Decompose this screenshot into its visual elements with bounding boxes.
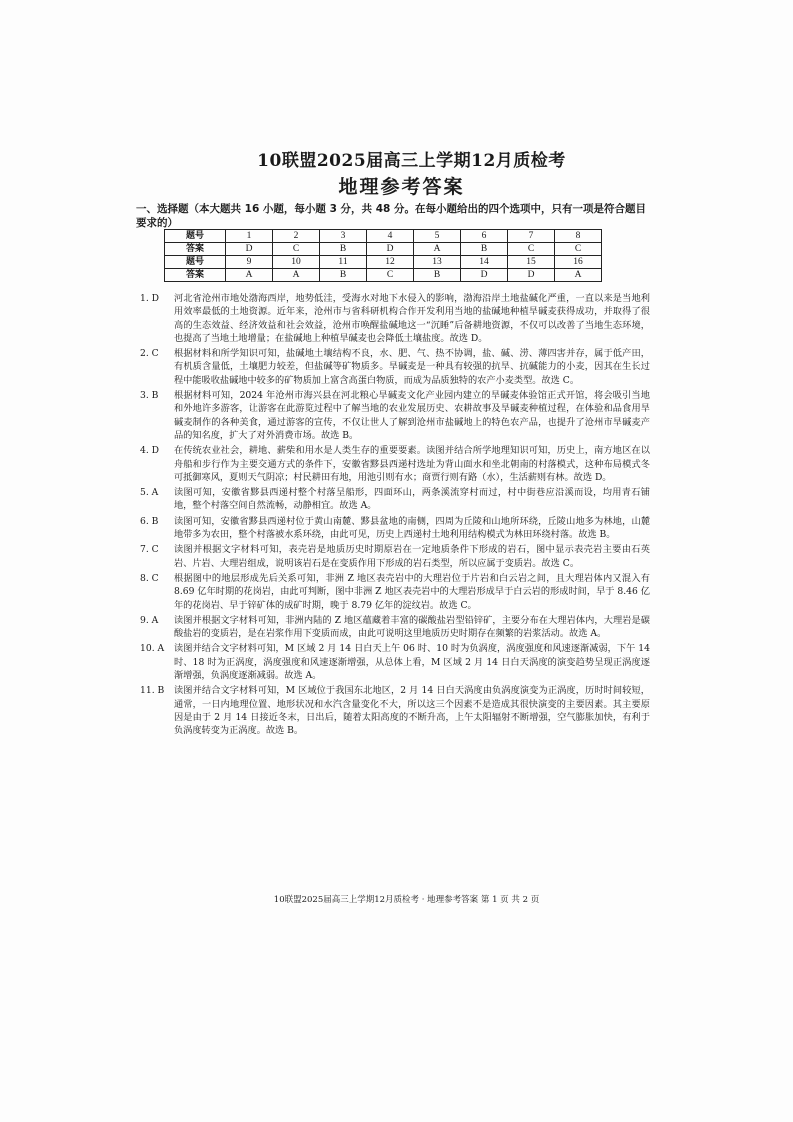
answer-explanation: 根据材料和所学知识可知，盐碱地土壤结构不良，水、肥、气、热不协调，盐、碱、涝、薄四害并存，属于低产田，有机质含量低，土壤肥力较差，但盐碱等矿物质多。旱碱麦是一种具有较强的抗旱、抗碱能力的小麦，因其在生长过程中能吸收盐碱地中较多的矿物质加上富含高蛋白物质，而成为品质独特的农产小麦类型。故选 C。 [174, 348, 650, 386]
table-cell: 4 [367, 230, 414, 243]
answer-item [140, 444, 650, 484]
table-cell: 2 [273, 230, 320, 243]
table-cell: 3 [320, 230, 367, 243]
table-row [165, 269, 602, 282]
row-header-cell: 答案 [165, 269, 226, 282]
table-row [165, 243, 602, 256]
answer-item [140, 486, 650, 513]
answer-number: 2. C [140, 348, 159, 360]
answer-item [140, 642, 650, 682]
answer-number: 4. D [140, 445, 160, 457]
table-cell: D [226, 243, 273, 256]
table-cell: 9 [226, 256, 273, 269]
answer-number: 3. B [140, 390, 159, 402]
answer-explanation: 根据图中的地层形成先后关系可知，非洲 Z 地区表壳岩中的大理岩位于片岩和白云岩之间，且大理岩体内又混入有 8.69 亿年时期的花岗岩，由此可判断，图中非洲 Z 地区表壳岩中的大理岩形成早于白云岩的形成时间，早于 8.46 亿年的花岗岩、早于锌矿体的成矿时期，晚于 8.79 亿年的淀纹岩。故选 C。 [174, 572, 650, 611]
table-cell: C [508, 243, 555, 256]
answer-item [140, 389, 650, 442]
answer-item [140, 515, 650, 542]
answer-explanation: 读图并根据文字材料可知，表壳岩是地质历史时期原岩在一定地质条件下形成的岩石，图中显示表壳岩主要由石英岩、片岩、大理岩组成，说明该岩石是在变质作用下形成的岩石类型，所以应属于变质岩。故选 C。 [174, 544, 650, 569]
table-cell: 7 [508, 230, 555, 243]
table-cell: 1 [226, 230, 273, 243]
answer-item [140, 543, 650, 570]
table-cell: A [273, 269, 320, 282]
answer-subtitle: 地理参考答案 [338, 176, 465, 198]
row-header-cell: 题号 [165, 256, 226, 269]
answer-explanation: 在传统农业社会，耕地、薪柴和用水是人类生存的重要要素。读图并结合所学地理知识可知，历史上，南方地区在以舟船和步行作为主要交通方式的条件下，安徽省黟县西递村选址为背山面水和坐北朝南的村落模式，这种布局模式冬可抵御寒风，夏则天气阴凉；村民耕田有地，用池引则有水；商贾行则有路（水），生活薪则有林。故选 D。 [174, 445, 650, 483]
section-heading: 一、选择题（本大题共 16 小题，每小题 3 分，共 48 分。在每小题给出的四个选项中，只有一项是符合题目要求的） [136, 203, 646, 229]
answer-number: 1. D [140, 293, 160, 304]
table-cell: A [414, 243, 461, 256]
table-cell: 10 [273, 256, 320, 269]
page-footer: 10联盟2025届高三上学期12月质检考 · 地理参考答案 第 1 页 共 2 页 [273, 895, 540, 905]
answer-item [140, 614, 650, 641]
table-cell: B [320, 269, 367, 282]
table-row [165, 256, 602, 269]
answer-item [140, 572, 650, 612]
table-cell: C [273, 243, 320, 256]
row-header-cell: 题号 [165, 230, 226, 243]
table-cell: 16 [555, 256, 602, 269]
table-cell: D [508, 269, 555, 282]
answer-number: 9. A [140, 614, 159, 626]
table-cell: B [461, 243, 508, 256]
table-cell: 5 [414, 230, 461, 243]
answer-explanation: 读图可知，安徽省黟县西递村整个村落呈船形，四面环山，两条溪流穿村而过，村中街巷应沿溪而设，均用青石铺地，整个村落空间自然流畅，动静相宜。故选 A。 [174, 487, 650, 512]
answer-explanation: 读图可知，安徽省黟县西递村位于黄山南麓、黟县盆地的南侧，四周为丘陵和山地所环绕，丘陵山地多为林地，山麓地带多为农田，整个村落被水系环绕，由此可见，历史上西递村土地利用结构模式为林田环绕村落。故选 B。 [174, 515, 650, 541]
table-cell: 11 [320, 256, 367, 269]
answer-item [140, 347, 650, 387]
table-cell: B [414, 269, 461, 282]
answer-explanation: 读图并结合文字材料可知，M 区域位于我国东北地区，2 月 14 日白天涡度由负涡度演变为正涡度，历时时间较短，通常，一日内地理位置、地形状况和水汽含量变化不大，所以这三个因素不是造成其很快演变的主要因素。其主要原因是由于 2 月 14 日接近冬末，日出后，随着太阳高度的不断升高，上午太阳辐射不断增强，空气膨胀加快，有利于负涡度转变为正涡度。故选 B。 [174, 685, 650, 737]
answer-explanations [140, 292, 650, 740]
answer-number: 8. C [140, 572, 159, 584]
answer-explanation: 根据材料可知，2024 年沧州市海兴县在河北粮心旱碱麦文化产业园内建立的旱碱麦体验馆正式开馆，将会吸引当地和外地许多游客，让游客在此游览过程中了解当地的农业发展历史、农耕故事及旱碱麦种植过程，在体验和品食用旱碱麦制作的各种美食，通过游客的宣传，不仅让世人了解到沧州市盐碱地上的特色农产品，也提升了沧州市旱碱麦产品的知名度，扩大了对外消费市场。故选 B。 [174, 390, 650, 441]
table-cell: B [320, 243, 367, 256]
table-cell: 12 [367, 256, 414, 269]
exam-title: 10联盟2025届高三上学期12月质检考 [257, 151, 566, 171]
answer-number: 6. B [140, 515, 159, 527]
answer-number: 5. A [140, 487, 159, 499]
table-cell: D [461, 269, 508, 282]
answer-explanation: 读图并根据文字材料可知，非洲内陆的 Z 地区蕴藏着丰富的碳酸盐岩型铅锌矿，主要分布在大理岩体内，大理岩是碳酸盐岩的变质岩，是在岩浆作用下变质而成，由此可说明这里地质历史时期存在频繁的岩浆活动。故选 A。 [174, 614, 650, 640]
table-cell: 14 [461, 256, 508, 269]
answer-key-table [164, 229, 602, 282]
answer-explanation: 读图并结合文字材料可知，M 区域 2 月 14 日白天上午 06 时、10 时为负涡度，涡度强度和风速逐渐减弱，下午 14 时、18 时为正涡度，涡度强度和风速逐渐增强，从总体上看，M 区域 2 月 14 日白天涡度的演变趋势呈现正涡度逐渐增强，负涡度逐渐减弱。故选 A。 [174, 643, 650, 682]
table-cell: 15 [508, 256, 555, 269]
row-header-cell: 答案 [165, 243, 226, 256]
answer-item [140, 684, 650, 737]
table-cell: C [555, 243, 602, 256]
table-cell: 13 [414, 256, 461, 269]
table-cell: A [555, 269, 602, 282]
table-cell: A [226, 269, 273, 282]
answer-explanation: 河北省沧州市地处渤海西岸，地势低洼，受海水对地下水侵入的影响，渤海沿岸土地盐碱化严重，一直以来是当地利用效率最低的土地资源。近年来，沧州市与省科研机构合作开发利用当地的盐碱地种植旱碱麦获得成功，并取得了很高的生态效益、经济效益和社会效益，沧州市唤醒盐碱地这一“沉睡”后备耕地资源，不仅可以改善了当地生态环境，也提高了当地土地增量；在盐碱地上种植旱碱麦也会降低土壤盐度。故选 D。 [174, 293, 650, 344]
table-cell: 8 [555, 230, 602, 243]
table-cell: C [367, 269, 414, 282]
answer-item [140, 292, 650, 345]
table-cell: D [367, 243, 414, 256]
answer-number: 11. B [140, 685, 165, 697]
answer-number: 7. C [140, 544, 159, 556]
answer-number: 10. A [140, 643, 165, 655]
table-cell: 6 [461, 230, 508, 243]
table-row [165, 230, 602, 243]
